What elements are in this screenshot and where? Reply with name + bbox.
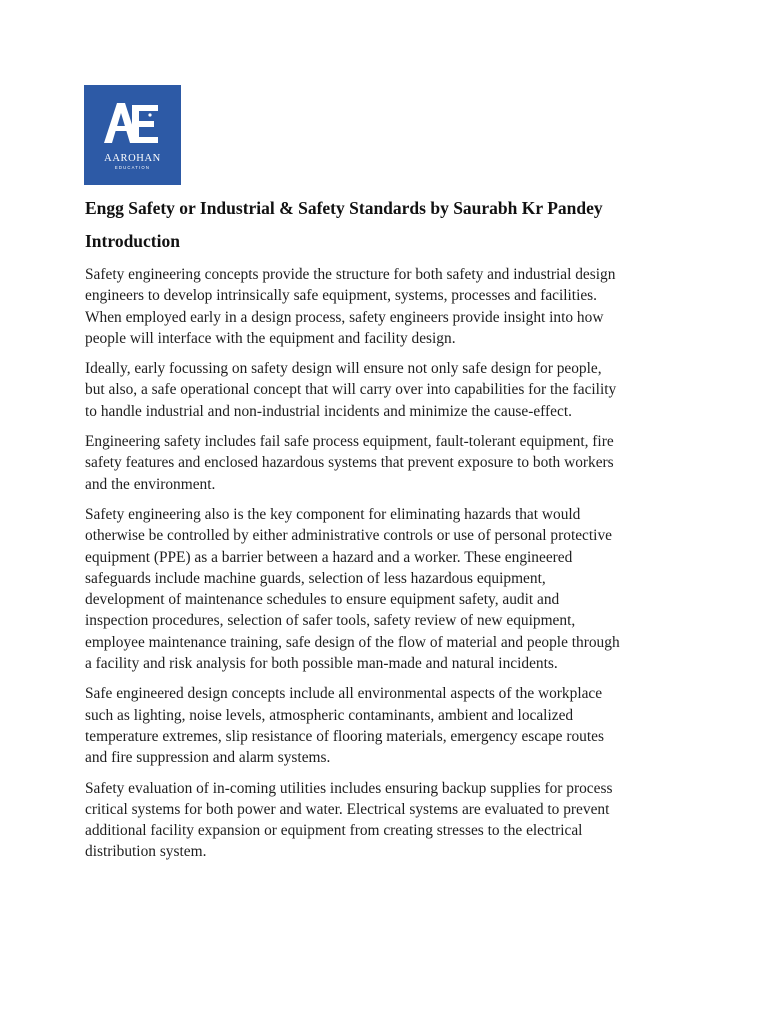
logo-tagline: EDUCATION [114, 165, 151, 170]
paragraph: Engineering safety includes fail safe process equipment, fault-tolerant equipment, fire safety features and enclosed hazardous systems that prevent exposure to both workers and the environment. [85, 433, 614, 493]
paragraph: Ideally, early focussing on safety design will ensure not only safe design for people, but also, a safe operational concept that will carry over into capabilities for the facility to handle industrial and non-industrial incidents and minimize the cause-effect. [85, 360, 617, 420]
section-heading-introduction: Introduction [85, 231, 180, 251]
paragraph: Safety engineering concepts provide the structure for both safety and industrial design engineers to develop intrinsically safe equipment, systems, processes and facilities. When employed early in a design process, safety engineers provide insight into how people will interface with the equipment and facility design. [85, 266, 616, 347]
paragraph: Safety engineering also is the key component for eliminating hazards that would otherwise be controlled by either administrative controls or use of personal protective equipment (PPE) as a barrier between a hazard and a worker. These engineered safeguards include machine guards, selection of less hazardous equipment, development of maintenance schedules to ensure equipment safety, audit and inspection procedures, selection of safer tools, safety review of new equipment, employee maintenance training, safe design of the flow of material and people through a facility and risk analysis for both possible man-made and natural incidents. [85, 505, 620, 673]
aarohan-logo [84, 85, 181, 185]
document-body [85, 196, 625, 863]
paragraph: Safety evaluation of in-coming utilities includes ensuring backup supplies for process critical systems for both power and water. Electrical systems are evaluated to prevent additional facility expansion or equipment from creating stresses to the electrical distribution system. [85, 779, 613, 861]
ae-monogram-icon [84, 85, 181, 185]
paragraph: Safe engineered design concepts include all environmental aspects of the workplace such as lighting, noise levels, atmospheric contaminants, ambient and localized temperature extremes, slip resistance of flooring materials, emergency escape routes and fire suppression and alarm systems. [85, 685, 604, 767]
logo-brand: AAROHAN [104, 153, 161, 164]
document-title: Engg Safety or Industrial & Safety Standards by Saurabh Kr Pandey [85, 198, 603, 218]
